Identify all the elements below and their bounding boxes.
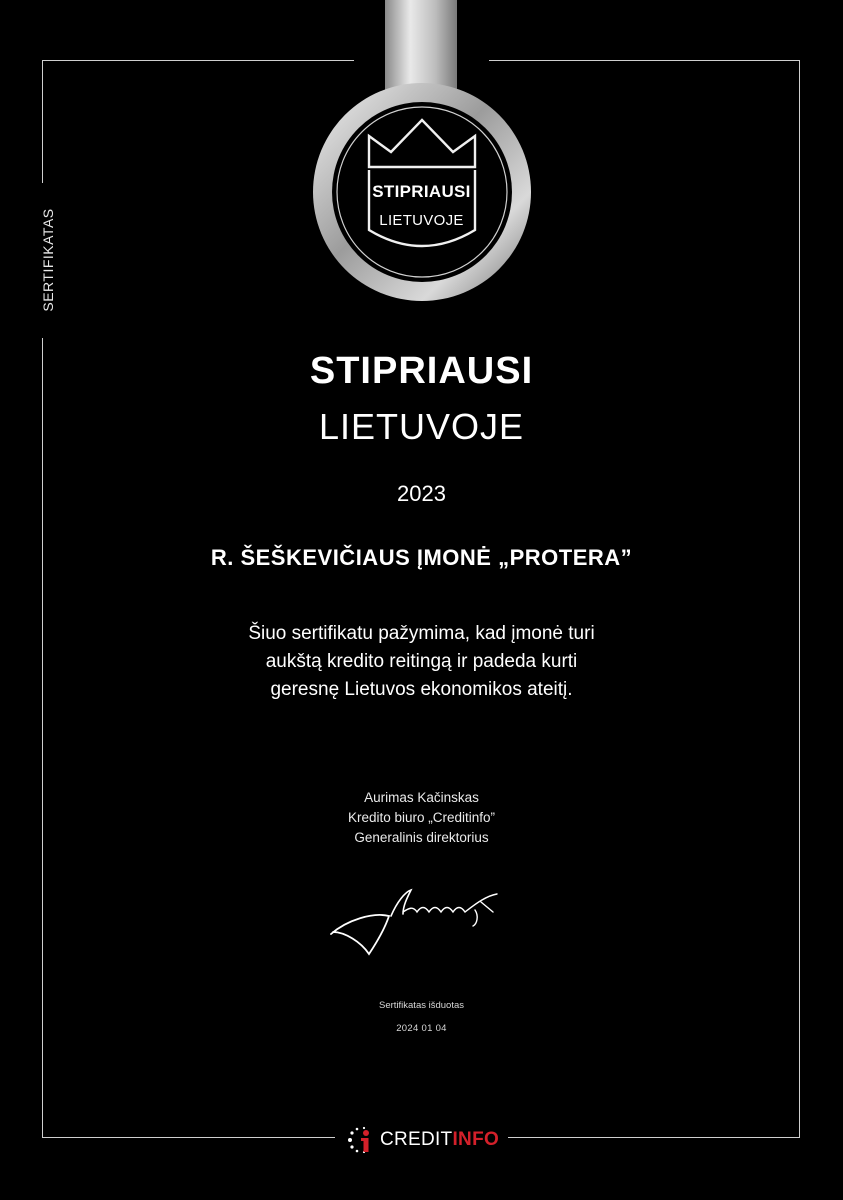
title-line-1: STIPRIAUSI [309,350,534,392]
frame-line-left-upper [42,60,43,183]
year: 2023 [397,481,446,506]
badge-line-1: STIPRIAUSI [372,182,471,201]
creditinfo-i-icon [344,1124,378,1156]
issued-label: Sertifikatas išduotas [378,1000,464,1011]
crown-medal-icon [305,0,539,305]
title-line-2: LIETUVOJE [318,406,525,447]
creditinfo-logo [0,1124,843,1161]
issued-date: 2024 01 04 [396,1023,447,1034]
badge-line-2: LIETUVOJE [379,212,464,229]
description [0,620,843,704]
signer-position: Generalinis direktorius [354,830,489,845]
company-name: R. ŠEŠKEVIČIAUS ĮMONĖ „PROTERA” [210,545,633,570]
frame-line-left-lower [42,338,43,1138]
logo-text-part-2: INFO [452,1129,500,1150]
signature-icon [325,882,520,962]
signer-name: Aurimas Kačinskas [364,790,479,805]
logo-text-part-1: CREDIT [379,1129,453,1150]
side-label: SERTIFIKATAS [40,208,56,312]
signer-block [0,788,843,848]
description-line: aukštą kredito reitingą ir padeda kurti [265,651,578,672]
description-line: geresnę Lietuvos ekonomikos ateitį. [270,679,573,700]
signer-organization: Kredito biuro „Creditinfo” [347,810,496,825]
description-line: Šiuo sertifikatu pažymima, kad įmonė turi [248,623,595,644]
